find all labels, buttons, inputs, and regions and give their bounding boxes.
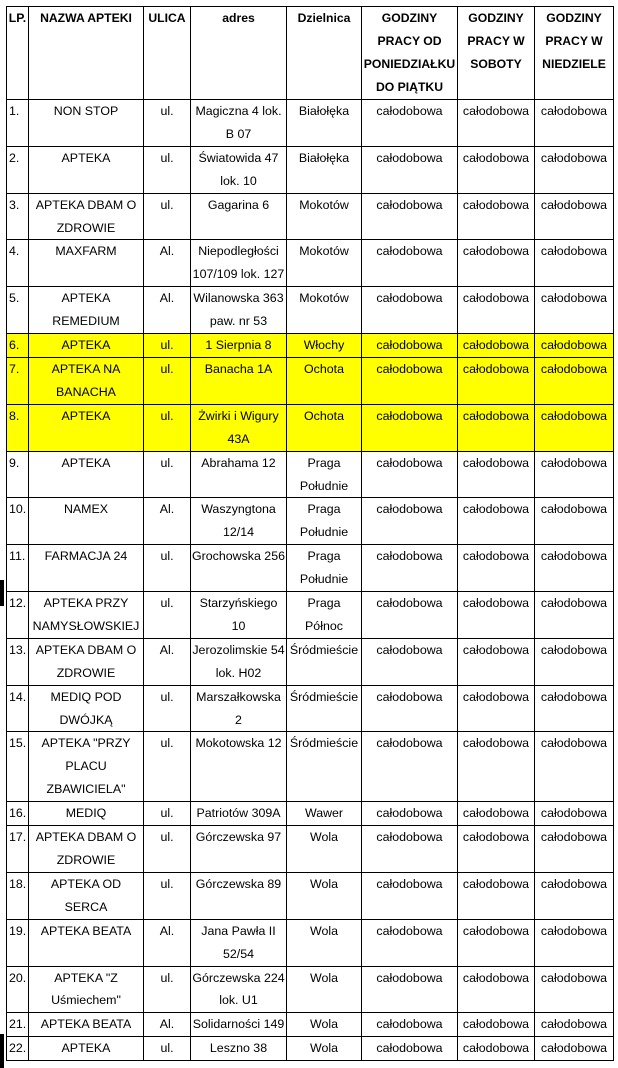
table-header-row bbox=[7, 7, 614, 100]
table-row bbox=[7, 100, 614, 147]
cell-hours-sunday: całodobowa bbox=[535, 287, 614, 334]
cell-district: Ochota bbox=[287, 404, 362, 451]
cell-district: Wola bbox=[287, 1013, 362, 1037]
cell-hours-sunday: całodobowa bbox=[535, 732, 614, 802]
cell-street-type: ul. bbox=[144, 732, 191, 802]
cell-hours-weekday: całodobowa bbox=[362, 592, 458, 639]
cell-address: Marszałkowska 2 bbox=[191, 685, 287, 732]
table-row bbox=[7, 1013, 614, 1037]
cell-district: Wola bbox=[287, 872, 362, 919]
cell-hours-weekday: całodobowa bbox=[362, 966, 458, 1013]
cell-name: NAMEX bbox=[29, 498, 144, 545]
cell-street-type: ul. bbox=[144, 100, 191, 147]
cell-district: Praga Południe bbox=[287, 498, 362, 545]
cell-street-type: ul. bbox=[144, 545, 191, 592]
cell-hours-saturday: całodobowa bbox=[458, 334, 535, 358]
cell-address: Grochowska 256 bbox=[191, 545, 287, 592]
cell-address: Górczewska 89 bbox=[191, 872, 287, 919]
cell-lp: 15. bbox=[7, 732, 29, 802]
cell-street-type: Al. bbox=[144, 240, 191, 287]
cell-street-type: Al. bbox=[144, 498, 191, 545]
cell-name: APTEKA PRZY NAMYSŁOWSKIEJ bbox=[29, 592, 144, 639]
cell-lp: 12. bbox=[7, 592, 29, 639]
cell-address: Światowida 47 lok. 10 bbox=[191, 146, 287, 193]
cell-hours-weekday: całodobowa bbox=[362, 802, 458, 826]
cell-hours-sunday: całodobowa bbox=[535, 545, 614, 592]
cell-lp: 3. bbox=[7, 193, 29, 240]
cell-lp: 18. bbox=[7, 872, 29, 919]
cell-hours-sunday: całodobowa bbox=[535, 146, 614, 193]
table-row bbox=[7, 193, 614, 240]
cell-hours-sunday: całodobowa bbox=[535, 357, 614, 404]
cell-street-type: ul. bbox=[144, 802, 191, 826]
document-page bbox=[6, 6, 614, 1061]
cell-address: Mokotowska 12 bbox=[191, 732, 287, 802]
cell-district: Praga Południe bbox=[287, 545, 362, 592]
table-row bbox=[7, 966, 614, 1013]
cell-hours-sunday: całodobowa bbox=[535, 100, 614, 147]
cell-street-type: Al. bbox=[144, 919, 191, 966]
cell-hours-saturday: całodobowa bbox=[458, 732, 535, 802]
cell-address: Banacha 1A bbox=[191, 357, 287, 404]
header-district: Dzielnica bbox=[287, 7, 362, 100]
cell-hours-sunday: całodobowa bbox=[535, 638, 614, 685]
cell-hours-weekday: całodobowa bbox=[362, 498, 458, 545]
cell-lp: 7. bbox=[7, 357, 29, 404]
table-body bbox=[7, 100, 614, 1061]
cell-address: Niepodległości 107/109 lok. 127 bbox=[191, 240, 287, 287]
cell-lp: 22. bbox=[7, 1037, 29, 1061]
cell-hours-sunday: całodobowa bbox=[535, 1013, 614, 1037]
cell-hours-weekday: całodobowa bbox=[362, 1037, 458, 1061]
cell-name: APTEKA bbox=[29, 1037, 144, 1061]
cell-lp: 10. bbox=[7, 498, 29, 545]
cell-address: Jana Pawła II 52/54 bbox=[191, 919, 287, 966]
cell-hours-weekday: całodobowa bbox=[362, 240, 458, 287]
cell-name: APTEKA REMEDIUM bbox=[29, 287, 144, 334]
cell-hours-weekday: całodobowa bbox=[362, 451, 458, 498]
cell-district: Wola bbox=[287, 826, 362, 873]
cell-hours-weekday: całodobowa bbox=[362, 732, 458, 802]
cell-hours-weekday: całodobowa bbox=[362, 919, 458, 966]
cell-address: Solidarności 149 bbox=[191, 1013, 287, 1037]
cell-hours-weekday: całodobowa bbox=[362, 146, 458, 193]
pharmacy-table bbox=[6, 6, 614, 1061]
cell-hours-sunday: całodobowa bbox=[535, 193, 614, 240]
cell-name: APTEKA BEATA bbox=[29, 919, 144, 966]
cell-hours-weekday: całodobowa bbox=[362, 826, 458, 873]
cell-district: Włochy bbox=[287, 334, 362, 358]
cell-hours-saturday: całodobowa bbox=[458, 545, 535, 592]
cell-street-type: ul. bbox=[144, 334, 191, 358]
table-row bbox=[7, 826, 614, 873]
table-row bbox=[7, 451, 614, 498]
cell-district: Mokotów bbox=[287, 240, 362, 287]
cell-district: Praga Południe bbox=[287, 451, 362, 498]
cell-lp: 19. bbox=[7, 919, 29, 966]
cell-address: Starzyńskiego 10 bbox=[191, 592, 287, 639]
cell-hours-sunday: całodobowa bbox=[535, 1037, 614, 1061]
cell-hours-sunday: całodobowa bbox=[535, 802, 614, 826]
cell-street-type: ul. bbox=[144, 404, 191, 451]
cell-hours-weekday: całodobowa bbox=[362, 1013, 458, 1037]
cell-hours-saturday: całodobowa bbox=[458, 802, 535, 826]
table-row bbox=[7, 685, 614, 732]
cell-hours-saturday: całodobowa bbox=[458, 592, 535, 639]
cell-address: Patriotów 309A bbox=[191, 802, 287, 826]
cell-hours-sunday: całodobowa bbox=[535, 451, 614, 498]
cell-hours-sunday: całodobowa bbox=[535, 592, 614, 639]
cell-hours-saturday: całodobowa bbox=[458, 146, 535, 193]
cell-district: Wola bbox=[287, 1037, 362, 1061]
cell-hours-saturday: całodobowa bbox=[458, 193, 535, 240]
header-street-type: ULICA bbox=[144, 7, 191, 100]
cell-hours-sunday: całodobowa bbox=[535, 919, 614, 966]
cell-lp: 17. bbox=[7, 826, 29, 873]
cell-name: APTEKA bbox=[29, 334, 144, 358]
cell-hours-weekday: całodobowa bbox=[362, 357, 458, 404]
cell-hours-sunday: całodobowa bbox=[535, 240, 614, 287]
cell-name: APTEKA OD SERCA bbox=[29, 872, 144, 919]
cell-name: APTEKA bbox=[29, 404, 144, 451]
cell-district: Ochota bbox=[287, 357, 362, 404]
cell-address: Leszno 38 bbox=[191, 1037, 287, 1061]
cell-hours-weekday: całodobowa bbox=[362, 872, 458, 919]
cell-lp: 21. bbox=[7, 1013, 29, 1037]
cell-lp: 14. bbox=[7, 685, 29, 732]
cell-hours-weekday: całodobowa bbox=[362, 287, 458, 334]
cell-street-type: Al. bbox=[144, 287, 191, 334]
cell-name: APTEKA DBAM O ZDROWIE bbox=[29, 826, 144, 873]
table-row bbox=[7, 638, 614, 685]
cell-hours-saturday: całodobowa bbox=[458, 1013, 535, 1037]
table-row bbox=[7, 146, 614, 193]
cell-district: Mokotów bbox=[287, 287, 362, 334]
cell-hours-saturday: całodobowa bbox=[458, 685, 535, 732]
cell-street-type: ul. bbox=[144, 1037, 191, 1061]
table-row bbox=[7, 240, 614, 287]
table-row bbox=[7, 732, 614, 802]
cell-name: APTEKA BEATA bbox=[29, 1013, 144, 1037]
header-name: NAZWA APTEKI bbox=[29, 7, 144, 100]
cell-name: APTEKA DBAM O ZDROWIE bbox=[29, 638, 144, 685]
cell-district: Wola bbox=[287, 966, 362, 1013]
table-row bbox=[7, 545, 614, 592]
table-row bbox=[7, 357, 614, 404]
header-address: adres bbox=[191, 7, 287, 100]
cell-district: Białołęka bbox=[287, 146, 362, 193]
cell-hours-saturday: całodobowa bbox=[458, 451, 535, 498]
cell-street-type: Al. bbox=[144, 1013, 191, 1037]
cell-lp: 4. bbox=[7, 240, 29, 287]
cell-lp: 2. bbox=[7, 146, 29, 193]
cell-street-type: Al. bbox=[144, 638, 191, 685]
cell-hours-sunday: całodobowa bbox=[535, 966, 614, 1013]
cell-name: NON STOP bbox=[29, 100, 144, 147]
header-hours-saturday: GODZINY PRACY W SOBOTY bbox=[458, 7, 535, 100]
cell-hours-saturday: całodobowa bbox=[458, 404, 535, 451]
cell-name: MEDIQ bbox=[29, 802, 144, 826]
cell-hours-sunday: całodobowa bbox=[535, 404, 614, 451]
edge-mark-bottom bbox=[0, 1034, 4, 1068]
cell-hours-weekday: całodobowa bbox=[362, 545, 458, 592]
cell-hours-saturday: całodobowa bbox=[458, 919, 535, 966]
cell-name: APTEKA bbox=[29, 146, 144, 193]
cell-hours-saturday: całodobowa bbox=[458, 287, 535, 334]
cell-lp: 5. bbox=[7, 287, 29, 334]
table-row bbox=[7, 287, 614, 334]
cell-hours-sunday: całodobowa bbox=[535, 685, 614, 732]
cell-lp: 13. bbox=[7, 638, 29, 685]
cell-hours-saturday: całodobowa bbox=[458, 966, 535, 1013]
cell-address: Abrahama 12 bbox=[191, 451, 287, 498]
cell-hours-weekday: całodobowa bbox=[362, 638, 458, 685]
cell-hours-saturday: całodobowa bbox=[458, 240, 535, 287]
cell-hours-saturday: całodobowa bbox=[458, 498, 535, 545]
cell-name: FARMACJA 24 bbox=[29, 545, 144, 592]
cell-hours-weekday: całodobowa bbox=[362, 404, 458, 451]
header-lp: LP. bbox=[7, 7, 29, 100]
cell-hours-saturday: całodobowa bbox=[458, 638, 535, 685]
cell-name: APTEKA "Z Uśmiechem" bbox=[29, 966, 144, 1013]
cell-address: 1 Sierpnia 8 bbox=[191, 334, 287, 358]
cell-lp: 20. bbox=[7, 966, 29, 1013]
cell-hours-sunday: całodobowa bbox=[535, 826, 614, 873]
cell-address: Górczewska 224 lok. U1 bbox=[191, 966, 287, 1013]
cell-address: Magiczna 4 lok. B 07 bbox=[191, 100, 287, 147]
cell-name: APTEKA DBAM O ZDROWIE bbox=[29, 193, 144, 240]
cell-hours-sunday: całodobowa bbox=[535, 872, 614, 919]
cell-hours-saturday: całodobowa bbox=[458, 100, 535, 147]
cell-name: MEDIQ POD DWÓJKĄ bbox=[29, 685, 144, 732]
cell-hours-weekday: całodobowa bbox=[362, 685, 458, 732]
cell-hours-sunday: całodobowa bbox=[535, 498, 614, 545]
cell-lp: 1. bbox=[7, 100, 29, 147]
cell-district: Śródmieście bbox=[287, 732, 362, 802]
table-row bbox=[7, 334, 614, 358]
cell-address: Wilanowska 363 paw. nr 53 bbox=[191, 287, 287, 334]
cell-street-type: ul. bbox=[144, 685, 191, 732]
cell-address: Gagarina 6 bbox=[191, 193, 287, 240]
cell-street-type: ul. bbox=[144, 826, 191, 873]
cell-hours-saturday: całodobowa bbox=[458, 1037, 535, 1061]
cell-lp: 8. bbox=[7, 404, 29, 451]
table-row bbox=[7, 1037, 614, 1061]
table-row bbox=[7, 802, 614, 826]
table-row bbox=[7, 404, 614, 451]
cell-street-type: ul. bbox=[144, 872, 191, 919]
edge-mark-top bbox=[0, 580, 4, 606]
cell-street-type: ul. bbox=[144, 451, 191, 498]
header-hours-sunday: GODZINY PRACY W NIEDZIELE bbox=[535, 7, 614, 100]
cell-address: Żwirki i Wigury 43A bbox=[191, 404, 287, 451]
cell-name: APTEKA NA BANACHA bbox=[29, 357, 144, 404]
cell-street-type: ul. bbox=[144, 592, 191, 639]
cell-lp: 9. bbox=[7, 451, 29, 498]
cell-district: Mokotów bbox=[287, 193, 362, 240]
header-hours-weekday: GODZINY PRACY OD PONIEDZIAŁKU DO PIĄTKU bbox=[362, 7, 458, 100]
cell-address: Waszyngtona 12/14 bbox=[191, 498, 287, 545]
table-row bbox=[7, 592, 614, 639]
table-row bbox=[7, 919, 614, 966]
cell-street-type: ul. bbox=[144, 357, 191, 404]
cell-street-type: ul. bbox=[144, 966, 191, 1013]
cell-street-type: ul. bbox=[144, 193, 191, 240]
table-row bbox=[7, 498, 614, 545]
cell-district: Wola bbox=[287, 919, 362, 966]
table-row bbox=[7, 872, 614, 919]
cell-address: Jerozolimskie 54 lok. H02 bbox=[191, 638, 287, 685]
cell-name: MAXFARM bbox=[29, 240, 144, 287]
cell-hours-saturday: całodobowa bbox=[458, 872, 535, 919]
cell-name: APTEKA "PRZY PLACU ZBAWICIELA" bbox=[29, 732, 144, 802]
cell-name: APTEKA bbox=[29, 451, 144, 498]
cell-district: Śródmieście bbox=[287, 685, 362, 732]
cell-district: Śródmieście bbox=[287, 638, 362, 685]
cell-district: Wawer bbox=[287, 802, 362, 826]
cell-district: Praga Północ bbox=[287, 592, 362, 639]
cell-hours-weekday: całodobowa bbox=[362, 100, 458, 147]
cell-lp: 16. bbox=[7, 802, 29, 826]
cell-hours-weekday: całodobowa bbox=[362, 193, 458, 240]
cell-hours-weekday: całodobowa bbox=[362, 334, 458, 358]
cell-hours-sunday: całodobowa bbox=[535, 334, 614, 358]
cell-hours-saturday: całodobowa bbox=[458, 826, 535, 873]
cell-lp: 11. bbox=[7, 545, 29, 592]
cell-lp: 6. bbox=[7, 334, 29, 358]
cell-district: Białołęka bbox=[287, 100, 362, 147]
cell-address: Górczewska 97 bbox=[191, 826, 287, 873]
cell-street-type: ul. bbox=[144, 146, 191, 193]
cell-hours-saturday: całodobowa bbox=[458, 357, 535, 404]
